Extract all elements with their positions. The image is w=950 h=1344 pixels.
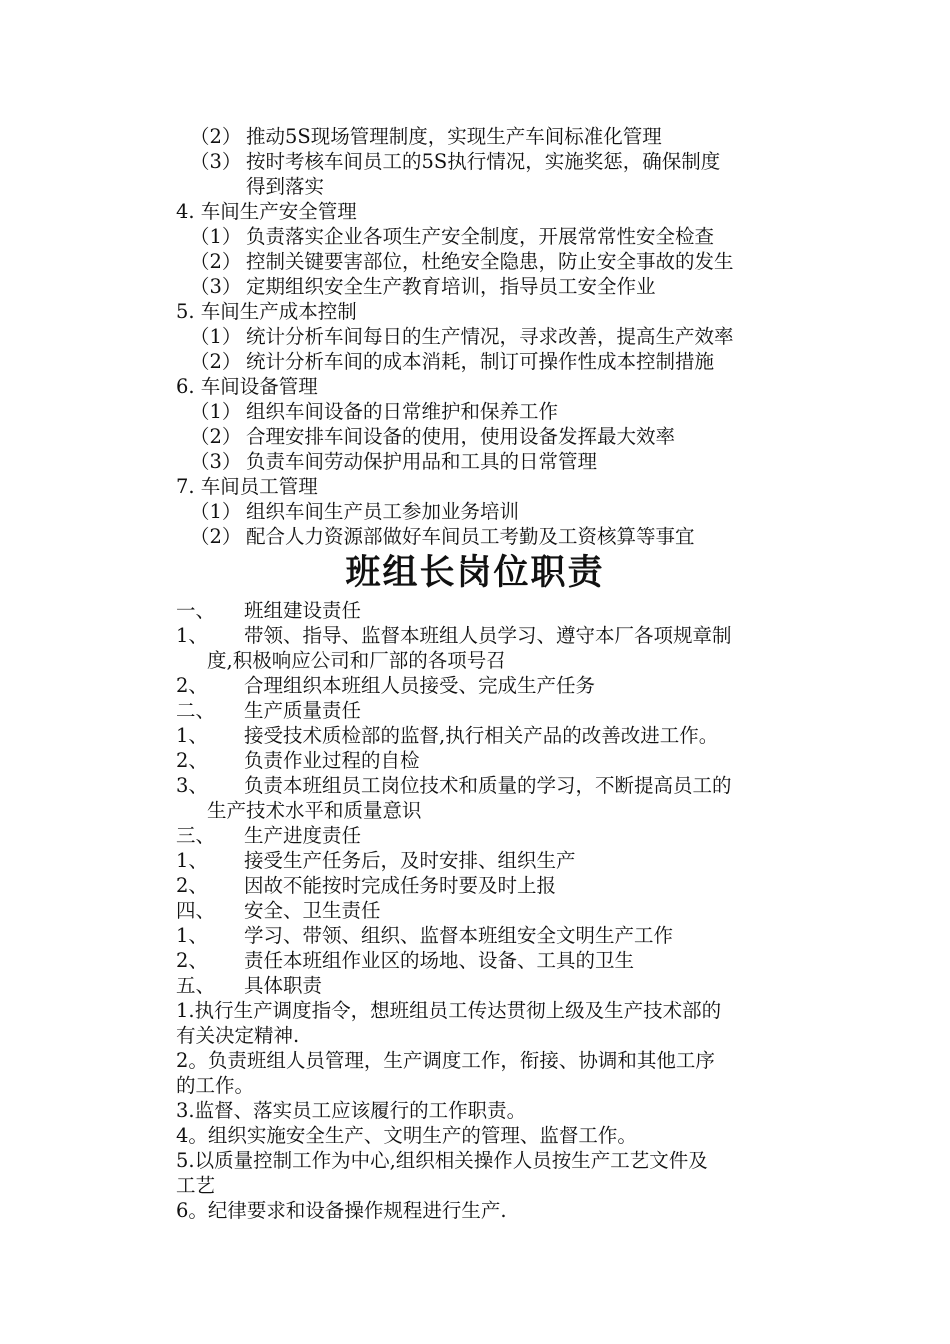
section-heading: 6. 车间设备管理 [176, 375, 318, 398]
paragraph-line: 2。负责班组人员管理，生产调度工作，衔接、协调和其他工序 [176, 1049, 715, 1072]
list-item-number: （1） [190, 225, 242, 248]
paragraph-line: 5.以质量控制工作为中心,组织相关操作人员按生产工艺文件及 [176, 1149, 708, 1172]
list-item [190, 449, 597, 474]
list-item [176, 898, 381, 923]
section-heading: 4. 车间生产安全管理 [176, 200, 357, 223]
list-item-number: 1、 [176, 924, 208, 947]
list-item-text: 安全、卫生责任 [244, 899, 381, 922]
list-item-number: （2） [190, 250, 242, 273]
list-item-number: （1） [190, 325, 242, 348]
list-item-text: 统计分析车间每日的生产情况，寻求改善，提高生产效率 [246, 325, 734, 348]
paragraph-line: 6。纪律要求和设备操作规程进行生产. [176, 1199, 507, 1222]
list-item [190, 324, 734, 349]
list-item-number: 3、 [176, 774, 208, 797]
list-item [190, 149, 720, 174]
list-item-text: 按时考核车间员工的5S执行情况，实施奖惩，确保制度 [246, 150, 721, 173]
list-item-number: 2、 [176, 749, 208, 772]
page-title: 班组长岗位职责 [345, 553, 605, 593]
paragraph-line: 的工作。 [176, 1074, 255, 1097]
list-item-text: 生产进度责任 [244, 824, 362, 847]
list-item [190, 274, 656, 299]
list-item-number: 1、 [176, 624, 208, 647]
list-item-number: （1） [190, 400, 242, 423]
list-item [190, 499, 519, 524]
list-item-number: 三、 [176, 824, 216, 847]
list-item-text: 推动5S现场管理制度，实现生产车间标准化管理 [246, 125, 662, 148]
list-item-text: 控制关键要害部位，杜绝安全隐患，防止安全事故的发生 [246, 250, 734, 273]
list-item [190, 524, 695, 549]
list-item [176, 873, 556, 898]
list-item-number: （3） [190, 150, 242, 173]
section-heading: 5. 车间生产成本控制 [176, 300, 357, 323]
list-item-text: 接受技术质检部的监督,执行相关产品的改善改进工作。 [244, 724, 719, 747]
list-item-number: （3） [190, 450, 242, 473]
list-item-text: 定期组织安全生产教育培训，指导员工安全作业 [246, 275, 656, 298]
list-item [190, 399, 558, 424]
list-item [190, 424, 675, 449]
list-item [176, 748, 420, 773]
list-item-text: 负责本班组员工岗位技术和质量的学习，不断提高员工的 [244, 774, 732, 797]
list-item-text: 配合人力资源部做好车间员工考勤及工资核算等事宜 [246, 525, 695, 548]
paragraph-line: 1.执行生产调度指令，想班组员工传达贯彻上级及生产技术部的 [176, 999, 722, 1022]
list-item [176, 698, 361, 723]
list-item-text: 负责作业过程的自检 [244, 749, 420, 772]
list-item-number: 2、 [176, 949, 208, 972]
paragraph-line: 工艺 [176, 1174, 216, 1197]
list-item-number: 1、 [176, 849, 208, 872]
list-item-text: 负责落实企业各项生产安全制度，开展常常性安全检查 [246, 225, 715, 248]
section-heading: 7. 车间员工管理 [176, 475, 318, 498]
list-item-number: （2） [190, 525, 242, 548]
list-item [176, 723, 718, 748]
list-item-text: 合理组织本班组人员接受、完成生产任务 [244, 674, 596, 697]
list-item-text: 统计分析车间的成本消耗，制订可操作性成本控制措施 [246, 350, 715, 373]
list-item-number: 2、 [176, 674, 208, 697]
list-item-continuation: 度,积极响应公司和厂部的各项号召 [207, 649, 506, 672]
list-item-text: 生产质量责任 [244, 699, 362, 722]
list-item [176, 848, 576, 873]
list-item [176, 948, 634, 973]
paragraph-line: 4。组织实施安全生产、文明生产的管理、监督工作。 [176, 1124, 637, 1147]
list-item [190, 249, 734, 274]
list-item-text: 合理安排车间设备的使用，使用设备发挥最大效率 [246, 425, 676, 448]
list-item-number: （1） [190, 500, 242, 523]
list-item-number: 四、 [176, 899, 216, 922]
list-item-text: 责任本班组作业区的场地、设备、工具的卫生 [244, 949, 635, 972]
list-item-continuation: 生产技术水平和质量意识 [207, 799, 422, 822]
list-item-number: 五、 [176, 974, 216, 997]
list-item [176, 623, 732, 648]
list-item-text: 带领、指导、监督本班组人员学习、遵守本厂各项规章制 [244, 624, 732, 647]
list-item-number: 1、 [176, 724, 208, 747]
list-item-number: （2） [190, 350, 242, 373]
list-item [176, 673, 595, 698]
list-item-number: 2、 [176, 874, 208, 897]
list-item [190, 224, 714, 249]
list-item-text: 接受生产任务后，及时安排、组织生产 [244, 849, 576, 872]
list-item-text: 负责车间劳动保护用品和工具的日常管理 [246, 450, 598, 473]
list-item-number: （2） [190, 125, 242, 148]
list-item [190, 124, 662, 149]
list-item [190, 349, 714, 374]
paragraph-line: 有关决定精神. [176, 1024, 300, 1047]
list-item [176, 773, 732, 798]
list-item [176, 598, 361, 623]
list-item-text: 组织车间设备的日常维护和保养工作 [246, 400, 559, 423]
list-item-continuation: 得到落实 [246, 175, 325, 198]
list-item-text: 具体职责 [244, 974, 323, 997]
list-item-text: 因故不能按时完成任务时要及时上报 [244, 874, 557, 897]
list-item [176, 923, 673, 948]
paragraph-line: 3.监督、落实员工应该履行的工作职责。 [176, 1099, 527, 1122]
list-item [176, 973, 322, 998]
list-item-text: 班组建设责任 [244, 599, 362, 622]
list-item-number: 一、 [176, 599, 216, 622]
list-item-number: 二、 [176, 699, 216, 722]
list-item-text: 学习、带领、组织、监督本班组安全文明生产工作 [244, 924, 674, 947]
list-item [176, 823, 361, 848]
list-item-text: 组织车间生产员工参加业务培训 [246, 500, 520, 523]
list-item-number: （2） [190, 425, 242, 448]
list-item-number: （3） [190, 275, 242, 298]
